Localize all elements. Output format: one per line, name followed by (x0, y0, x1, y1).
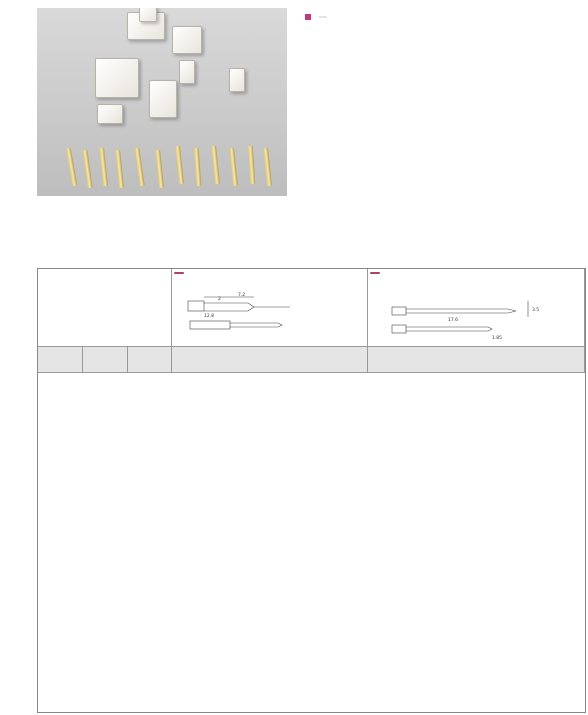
specifications-panel (305, 8, 585, 29)
receptacle-housing-header (368, 347, 585, 373)
plug-terminal-drawing (178, 291, 328, 343)
voltage-header (83, 347, 128, 373)
current-header (128, 347, 172, 373)
svg-text:1.85: 1.85 (492, 336, 503, 341)
spec-title-en (319, 16, 327, 18)
bullet-icon (305, 14, 311, 20)
housing-table (37, 268, 586, 713)
plug-terminal-cell (172, 269, 368, 347)
spec-header (305, 8, 585, 26)
poles-header (38, 347, 83, 373)
terminal-row-blank (38, 269, 172, 347)
receptacle-terminal-pill (370, 272, 380, 274)
svg-text:12.8: 12.8 (204, 314, 215, 319)
svg-text:17.6: 17.6 (448, 318, 459, 323)
plug-terminal-pill (174, 272, 184, 274)
receptacle-terminal-cell (368, 269, 585, 347)
svg-text:2: 2 (218, 297, 221, 302)
receptacle-terminal-drawing (388, 291, 578, 345)
product-photo (37, 8, 287, 196)
plug-housing-header (172, 347, 368, 373)
svg-text:7.2: 7.2 (238, 293, 246, 298)
svg-text:3.5: 3.5 (532, 308, 540, 313)
